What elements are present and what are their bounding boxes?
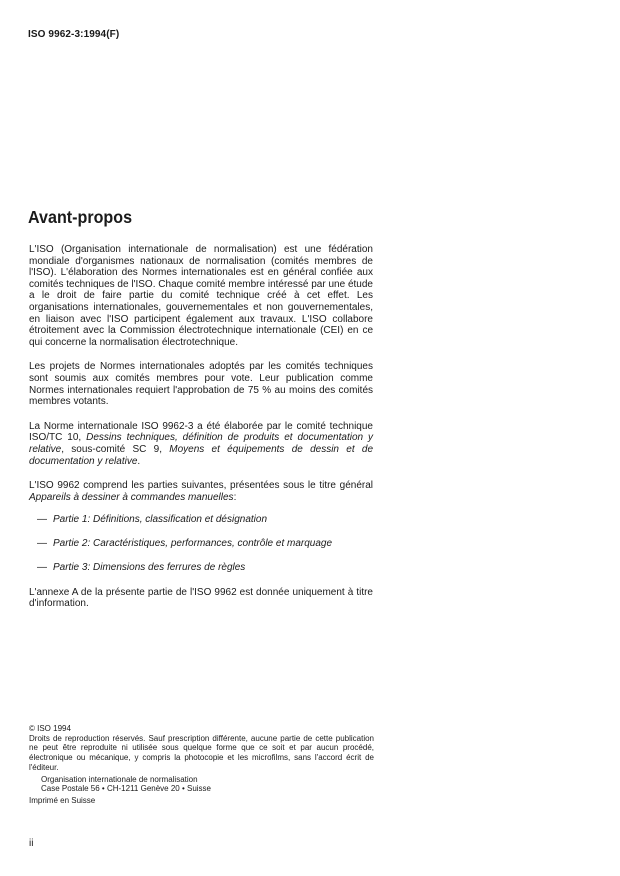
publisher-address: Case Postale 56 • CH-1211 Genève 20 • Suisse (41, 784, 211, 794)
paragraph-parts-intro (29, 480, 373, 503)
publisher-name: Organisation internationale de normalisation (41, 774, 198, 784)
parts-intro-text: L'ISO 9962 comprend les parties suivantes, présentées sous le titre général (29, 480, 373, 492)
foreword-body (29, 244, 373, 623)
list-item (37, 538, 373, 550)
parts-list (29, 514, 373, 574)
list-item (37, 562, 373, 574)
committee-text-2: , sous-comité SC 9, (61, 443, 170, 455)
paragraph-iso-intro: L'ISO (Organisation internationale de normalisation) est une fédération mondiale d'organismes nationaux de normalisation (comités membres de l'ISO). L'élaboration des Normes internationales est en général confiée aux comités techniques de l'ISO. Chaque comité membre intéressé par une étude a le droit de faire partie du comité technique créé à cet effet. Les organisations internationales, gouvernementales et non gouvernementales, en liaison avec l'ISO participent également aux travaux. L'ISO collabore étroitement avec la Commission électrotechnique internationale (CEI) en ce qui concerne la normalisation électrotechnique. (29, 244, 373, 348)
list-dash: — (37, 514, 47, 526)
parts-intro-colon: : (233, 491, 237, 503)
standard-identifier: ISO 9962-3:1994(F) (28, 29, 120, 40)
committee-text-1: La Norme internationale ISO 9962-3 a été élaborée par le comité technique ISO/TC 10, (29, 420, 373, 444)
list-dash: — (37, 562, 47, 574)
copyright-line: © ISO 1994 (29, 724, 71, 733)
committee-text-3: . (137, 455, 141, 467)
page-number: ii (29, 838, 34, 849)
page-title: Avant-propos (28, 207, 133, 227)
part-label: Partie 3: Dimensions des ferrures de règles (53, 562, 246, 574)
committee-sc-title: Moyens et équipements de dessin et de documentation y relative (29, 443, 374, 467)
general-title: Appareils à dessiner à commandes manuelles (29, 491, 234, 503)
copyright-block (29, 724, 374, 806)
committee-tc-title: Dessins techniques, définition de produits et documentation y relative (29, 432, 373, 455)
printed-in: Imprimé en Suisse (29, 795, 96, 805)
rights-notice: Droits de reproduction réservés. Sauf prescription différente, aucune partie de cette publication ne peut être reproduite ni utilisée sous quelque forme que ce soit et par aucun procédé, électronique ou mécanique, y compris la photocopie et les microfilms, sans l'accord écrit de l'éditeur. (29, 733, 374, 772)
paragraph-voting: Les projets de Normes internationales adoptés par les comités techniques sont soumis aux comités membres pour vote. Leur publication comme Normes internationales requiert l'approbation de 75 % au moins des comités membres votants. (29, 361, 373, 408)
list-dash: — (37, 538, 47, 550)
list-item (37, 514, 373, 526)
part-label: Partie 1: Définitions, classification et désignation (53, 514, 268, 526)
paragraph-committee (29, 421, 373, 467)
paragraph-annex: L'annexe A de la présente partie de l'ISO 9962 est donnée uniquement à titre d'information. (29, 586, 373, 610)
part-label: Partie 2: Caractéristiques, performances, contrôle et marquage (53, 538, 333, 550)
